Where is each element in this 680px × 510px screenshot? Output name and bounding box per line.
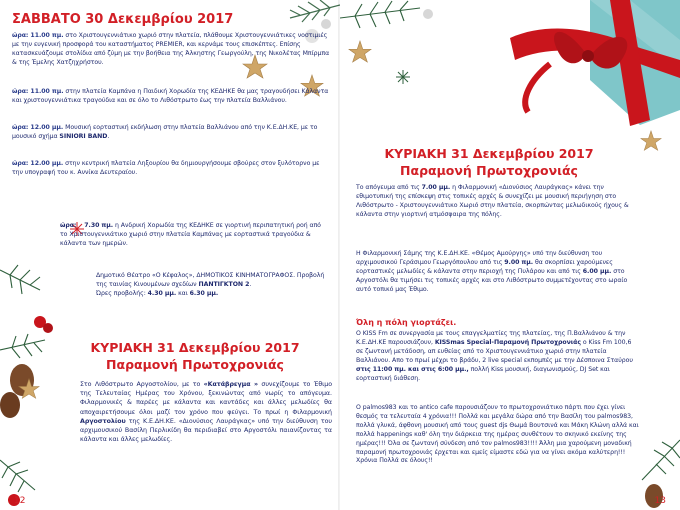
sunday-heading-title: ΚΥΡΙΑΚΗ 31 Δεκεμβρίου 2017	[90, 340, 300, 355]
event-time: 7.30 πμ.	[84, 222, 114, 229]
event-text: η Φιλαρμονική «Διονύσιος Λαυράγκας» κάνει την εθιμοτυπική της επίσκεψη στις τοπικές αρχές & συνεχίζει με μουσική περιήγηση στο Λιθόστρωτο - Χριστουγεννιάτικο Χωριό στην πλατεία, σκορπώντας μελωδικούς ήχους & κάλαντα στην γιορτινή ατμόσφαιρα της πόλης.	[356, 184, 629, 218]
movie-title: ΠΑΝΤΙΓΚΤΟΝ 2	[198, 280, 250, 288]
event-paragraph	[80, 380, 332, 444]
section-heading: Όλη η πόλη γιορτάζει.	[356, 318, 457, 327]
cinema-text: Δημοτικό Θέατρο «Ο Κέφαλος», ΔΗΜΟΤΙΚΟΣ ΚΙΝΗΜΑΤΟΓΡΑΦΟΣ. Προβολή της ταινίας Κινουμένων σχεδίων	[96, 272, 325, 288]
event-paragraph	[12, 160, 330, 178]
sunday-heading-subtitle: Παραμονή Πρωτοχρονιάς	[106, 357, 284, 372]
screening-time-1: 4.30 μμ.	[147, 289, 177, 297]
event-text: στην πλατεία Καμπάνα η Παιδική Χορωδία της ΚΕΔΗΚΕ θα μας τραγουδήσει Κάλαντα και χριστουγεννιάτικα τραγούδια και σε όλο το Λιθόστρωτο έως την πλατεία Βαλλιάνου.	[12, 88, 329, 104]
event-text: Ο KISS Fm σε συνεργασία με τους επαγγελματίες της πλατείας, της Π.Βαλλιάνου & την Κ.Ε.ΔΗ.ΚΕ παρουσιάζουν,	[356, 330, 626, 346]
event-paragraph	[356, 404, 640, 466]
event-paragraph	[356, 250, 640, 295]
event-text: στο Αργοστόλι θα τιμήσει τις τοπικές αρχές και στο Λιθόστρωτο συμμετέχοντας στο ωραίο αυτό τοπικό μας Έθιμο.	[356, 267, 628, 293]
gift-box-decoration	[490, 0, 680, 130]
sunday-heading	[60, 340, 330, 372]
event-time: 9.00 πμ.	[504, 258, 534, 266]
event-paragraph	[356, 330, 640, 383]
sunday-heading-title: ΚΥΡΙΑΚΗ 31 Δεκεμβρίου 2017	[384, 146, 594, 161]
event-time: ώρα: 11.00 πμ.	[12, 88, 64, 95]
event-paragraph	[12, 88, 330, 106]
event-text: Στο Λιθόστρωτο Αργοστολίου, με τo	[80, 381, 204, 388]
band-name: SINIORI BAND	[59, 132, 108, 140]
event-highlight: Αργοστολίου	[80, 417, 126, 425]
event-text: της Κ.Ε.ΔΗ.ΚΕ. «Διονύσιος Λαυράγκας» υπό την διεύθυνση του αρχιμουσικού Βασίλη Περλικίδη θα περιδιαβεί στο Αργοστόλι παιανίζοντας τα κάλαντα και άλλες μελωδίες.	[80, 417, 332, 444]
event-text: Μουσική εορταστική εκδήλωση στην πλατεία Βαλλιάνου από την Κ.Ε.ΔΗ.ΚΕ, με το μουσικό σχήμα	[12, 124, 318, 140]
cinema-text-end: .	[249, 280, 252, 288]
event-time: 6.00 μμ.	[582, 267, 612, 275]
event-time: ώρα: 12.00 μμ.	[12, 160, 64, 167]
event-text: Το απόγευμα από τις	[356, 184, 422, 191]
event-text: συνεχίζουμε το Έθιμο της Τελευταίας Ημέρας του Χρόνου, ξεκινώντας από νωρίς το απόγευμα. Φιλαρμονικές & παρέες με κάλαντα και καντάδες και άλλες μελωδίες θα αποχαιρετήσουμε όλοι μαζί τον χρόνο που φεύγει. Το πρωί η Φιλαρμονική	[80, 381, 332, 416]
saturday-heading: ΣΑΒΒΑΤΟ 30 Δεκεμβρίου 2017	[12, 12, 234, 27]
snowflake-icon	[396, 70, 410, 84]
screening-and: και	[176, 289, 190, 297]
event-paragraph	[12, 124, 330, 142]
event-paragraph	[12, 32, 330, 68]
screening-label: Ώρες προβολής:	[96, 289, 148, 297]
event-time: 7.00 μμ.	[421, 184, 451, 191]
gold-star-ornament	[348, 40, 372, 64]
gold-star-ornament	[18, 378, 40, 400]
sunday-heading	[354, 146, 624, 178]
sunday-heading-subtitle: Παραμονή Πρωτοχρονιάς	[400, 163, 578, 178]
page-number: 13	[654, 496, 666, 506]
event-text: ο Kiss Fm 100,6 σε ζωντανή μετάδοση, απ ευθείας από το Χριστουγεννιάτικο χωριό στην πλατεία Βαλλιάνου. Απο το πρωί μέχρι το βράδυ, 2 live special εκπομπές με την Δέσποινα Σταύρου	[356, 338, 633, 364]
event-text: στην κεντρική πλατεία Ληξουρίου θα δημιουργήσουμε σβούρες στον ξυλότορνο με την υπογραφή του κ. Αννίκα Δευτεραίου.	[12, 160, 320, 176]
right-page	[340, 0, 680, 510]
event-paragraph	[356, 184, 640, 220]
event-time: ώρα: 11.00 πμ.	[12, 32, 64, 39]
event-time: ώρα: 12.00 μμ.	[12, 124, 64, 131]
event-paragraph	[60, 222, 330, 249]
event-time-label: ώρα:	[60, 222, 77, 229]
event-highlight: KISSmas Special-Παραμονή Πρωτοχρονιάς	[434, 338, 581, 346]
event-time: στις 11:00 πμ. και στις 6:00 μμ.,	[356, 365, 469, 373]
event-highlight: «Κατάβρεγμα »	[203, 381, 259, 388]
event-text: θα σκορπίσει χαρούμενες εορταστικές μελωδίες & κάλαντα στην περιοχή της Πυλάρου και από τις	[356, 258, 613, 275]
screening-time-2: 6.30 μμ.	[189, 289, 219, 297]
page-number: 12	[14, 496, 26, 506]
event-text-end: .	[107, 132, 110, 140]
event-text: πολλή Kiss μουσική, διαγωνισμούς, DJ Set και εορταστική διάθεση.	[356, 365, 610, 382]
event-text: η Ανδρική Χορωδία της ΚΕΔΗΚΕ σε γιορτινή περιπατητική ροή από το Χριστουγεννιάτικο χωριό στην πλατεία Καμπάνας με εορταστικά τραγούδια & κάλαντα των ημερών.	[60, 222, 321, 247]
event-text: Η Φιλαρμονική Σάμης της Κ.Ε.ΔΗ.ΚΕ. «Θέμος Αμούργης» υπό την διεύθυνση του αρχιμουσικού Γεράσιμου Γεωργόπουλου από τις	[356, 250, 603, 266]
gold-star-ornament	[640, 130, 662, 152]
event-text: Ο palmos983 και το antico cafe παρουσιάζουν το πρωτοχρονιάτικο πάρτι που έχει γίνει θεσμός τα τελευταία 4 χρόνια!!! Πολλά και μεγάλα δώρα από την Βασίλη του palmos983, πολλά γλυκά, άφθονη μουσική από τους guest djs Θωμά Βουτσινά και Μάκη Κλώνη αλλά και πολλά happenings καθ' όλη την διάρκεια της ημέρας συνθέτουν το σκηνικό εκείνης της ημέρας!!! Όλα σε ζωντανή σύνδεση από τον palmos983!!!! Άλλη μια χαρούμενη μοναδική παραμονή πρωτοχρονιάς έρχεται και εμείς είμαστε εδώ για να γίνει ακόμα καλύτερη!!! Χρόνια Πολλά σε όλους!!	[356, 404, 639, 465]
cinema-paragraph	[96, 272, 330, 299]
event-text: στο Χριστουγεννιάτικο χωριό στην πλατεία, πλάθουμε Χριστουγεννιάτικες νοστιμιές με την ευγενική προσφορά του καταστήματος PREMIER, και κερνάμε τους επισκέπτες. Επίσης κατασκευάζουμε στολίδια από ζύμη με την βοήθεια της Άλκηστης Γεωργούλη, της Νικολέτας Μπίρμπα & της Έμελης Χατζηχρήστου.	[12, 32, 330, 66]
